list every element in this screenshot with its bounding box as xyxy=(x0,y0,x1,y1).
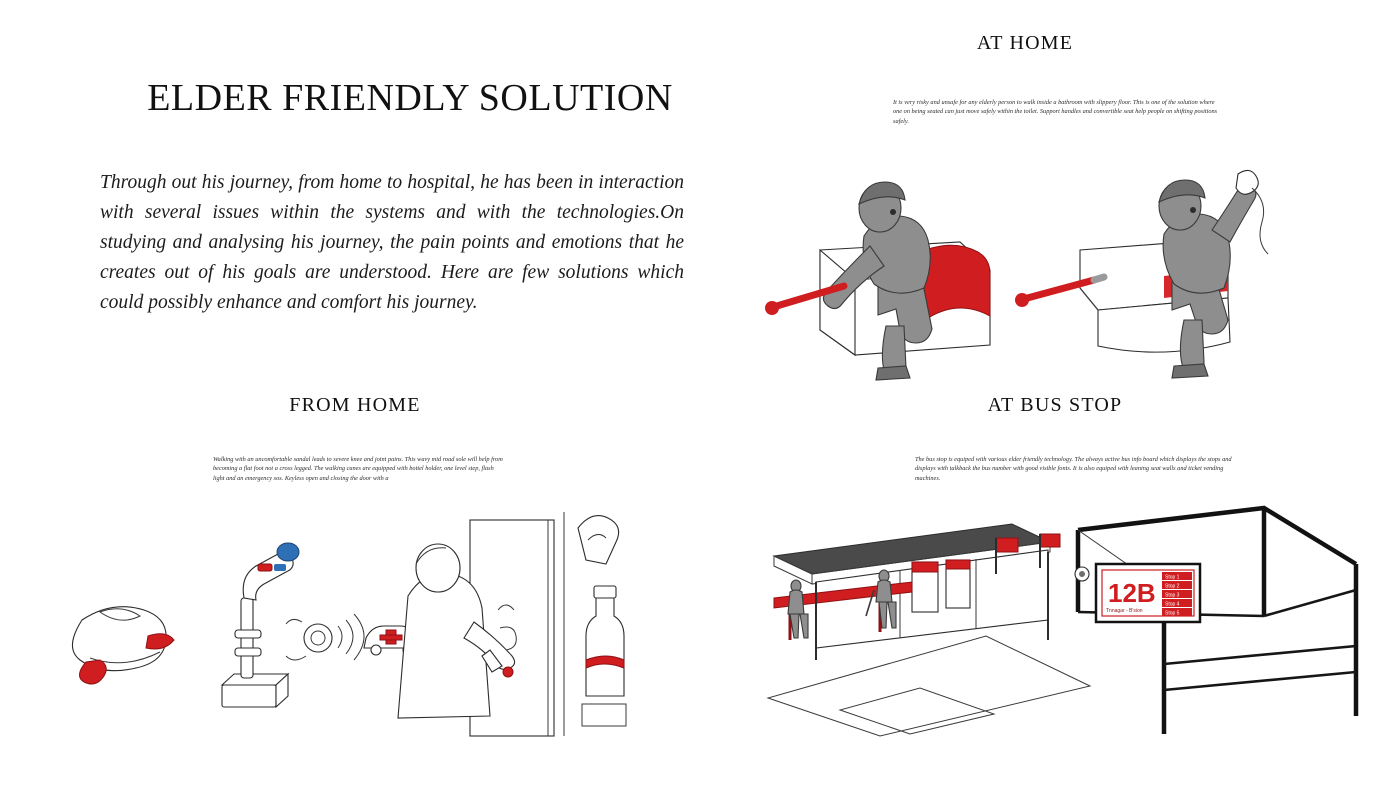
illustration-bus-stop xyxy=(760,490,1380,740)
illustration-at-home-toilet-seat xyxy=(760,130,1380,380)
svg-text:Stop 1: Stop 1 xyxy=(1165,574,1180,581)
svg-text:Stop 2: Stop 2 xyxy=(1165,583,1180,590)
bus-route-text: Tnnagar - B'sion xyxy=(1106,608,1143,614)
svg-text:Stop 5: Stop 5 xyxy=(1165,610,1180,617)
bus-stop-list xyxy=(1162,572,1192,617)
svg-text:Stop 4: Stop 4 xyxy=(1165,601,1180,608)
section-heading-at-home: AT HOME xyxy=(976,32,1074,54)
figure-seated-left xyxy=(765,182,990,380)
bus-shelter-perspective xyxy=(768,524,1090,736)
svg-text:Stop 3: Stop 3 xyxy=(1165,592,1180,599)
sandal-object xyxy=(72,607,174,684)
keyless-sensor-object xyxy=(286,614,418,660)
page-title: ELDER FRIENDLY SOLUTION xyxy=(147,77,673,119)
illustration-from-home xyxy=(30,490,650,740)
bus-number-text: 12B xyxy=(1108,578,1156,608)
bottle-holder-object xyxy=(578,516,626,726)
bus-shelter-closeup xyxy=(1075,508,1356,734)
bus-info-board xyxy=(1096,564,1200,622)
figure-seated-right-toilet xyxy=(1015,170,1268,378)
caption-at-bus-stop: The bus stop is equiped with various elder friendly technology. The always active bus info board which displays the stops and displays with talkback the bus number with good visible fonts. It is also equiped with leaning seat walls and ticket vending machines. xyxy=(915,456,1232,482)
section-heading-from-home: FROM HOME xyxy=(289,394,421,416)
intro-paragraph: Through out his journey, from home to hospital, he has been in interaction with several issues within the systems and with the technologies.On studying and analysing his journey, the pain points and emotions that he creates out of his goals are understood. Here are few solutions which could possibly enhance and comfort his journey. xyxy=(100,172,684,313)
caption-from-home: Walking with an uncomfortable sandal leads to severe knee and joint pains. This wavy mid road sole will help from becoming a flat foot not a cross legged. The walking canes are equipped with bottel holder, one level step, flash light and an emergency sos. Keyless open and closing the door with a xyxy=(213,456,503,482)
caption-at-home: It is very risky and unsafe for any elderly person to walk inside a bathroom with slippery floor. This is one of the solution where one on being seated can just move safely within the toilet. Support handles and convertible seat help people on shifting positions safely. xyxy=(893,99,1218,125)
figure-at-door xyxy=(398,512,564,736)
smart-cane-object xyxy=(222,543,299,707)
section-heading-at-bus-stop: AT BUS STOP xyxy=(987,394,1123,416)
